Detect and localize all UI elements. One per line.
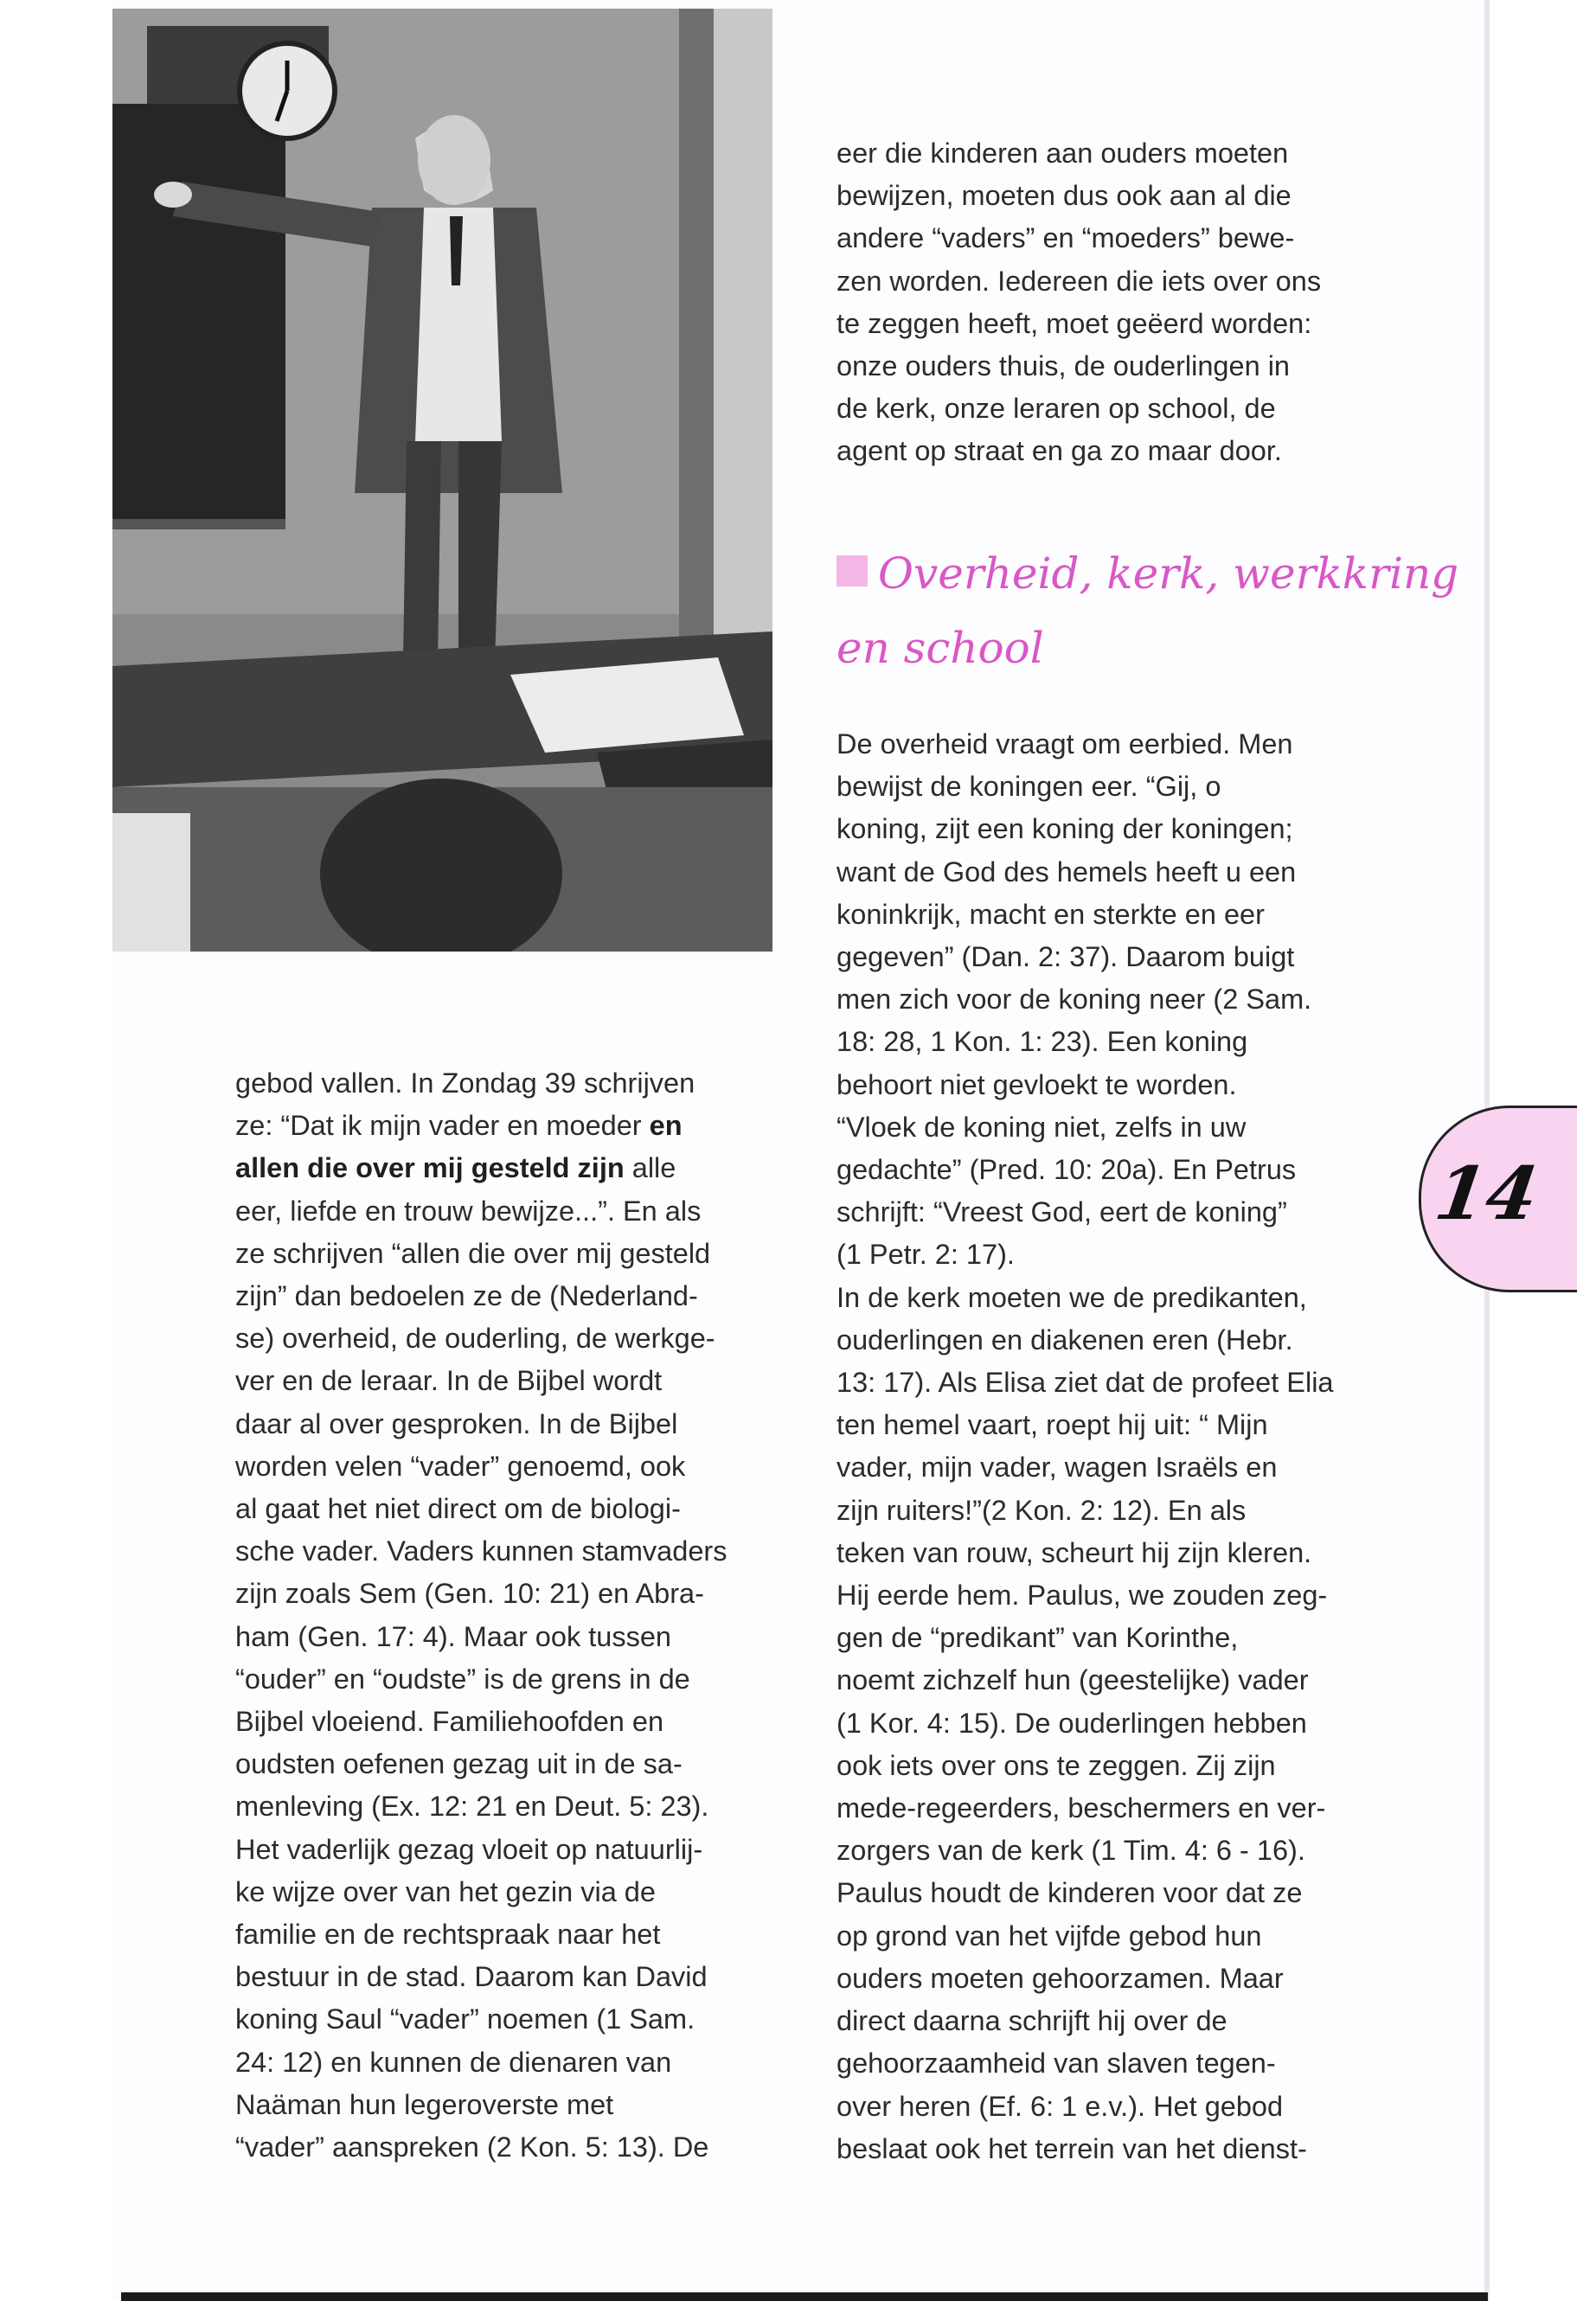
text-line: zijn” dan bedoelen ze de (Nederland- [235,1280,698,1312]
text-line: ten hemel vaart, roept hij uit: “ Mijn [836,1409,1268,1441]
text-line: gen de “predikant” van Korinthe, [836,1622,1239,1654]
text-line: Het vaderlijk gezag vloeit op natuurlij- [235,1833,703,1865]
classroom-photo [112,9,772,952]
text-line: se) overheid, de ouderling, de werkge- [235,1323,715,1355]
text-segment: ze: “Dat ik mijn vader en moeder [235,1110,650,1142]
text-line: 13: 17). Als Elisa ziet dat de profeet Elia [836,1367,1334,1399]
text-line: Bijbel vloeiend. Familiehoofden en [235,1706,664,1738]
text-line: De overheid vraagt om eerbied. Men [836,728,1293,760]
emphasis-text: en [649,1110,683,1142]
text-line: worden velen “vader” genoemd, ook [235,1450,686,1482]
text-line [235,1147,780,1189]
text-line: teken van rouw, scheurt hij zijn kleren. [836,1536,1312,1568]
text-line: behoort niet gevloekt te worden. [836,1068,1237,1100]
text-line: eer, liefde en trouw bewijze...”. En als [235,1195,702,1227]
text-line: beslaat ook het terrein van het dienst- [836,2132,1307,2164]
text-line: ouders moeten gehoorzamen. Maar [836,1962,1284,1994]
text-line: gebod vallen. In Zondag 39 schrijven [235,1067,695,1099]
text-line: sche vader. Vaders kunnen stamvaders [235,1535,727,1567]
text-line: gehoorzaamheid van slaven tegen- [836,2048,1276,2080]
text-line: zen worden. Iedereen die iets over ons [836,265,1322,297]
text-line: zorgers van de kerk (1 Tim. 4: 6 - 16). [836,1835,1305,1867]
text-line: 24: 12) en kunnen de dienaren van [235,2046,672,2078]
text-line: oudsten oefenen gezag uit in de sa- [235,1748,683,1780]
bottom-rule [121,2292,1488,2301]
text-segment: alle [624,1152,676,1184]
text-line: bewijst de koningen eer. “Gij, o [836,771,1221,803]
intro-text-column [836,132,1381,473]
text-line: Paulus houdt de kinderen voor dat ze [836,1877,1303,1909]
text-line: mede-regeerders, beschermers en ver- [836,1792,1326,1824]
text-line: onze ouders thuis, de ouderlingen in [836,350,1290,382]
text-line: ouderlingen en diakenen eren (Hebr. [836,1324,1293,1356]
text-line: men zich voor de koning neer (2 Sam. [836,984,1312,1016]
text-line: gedachte” (Pred. 10: 20a). En Petrus [836,1154,1297,1186]
section-heading [836,536,1459,685]
text-line: koninkrijk, macht en sterkte en eer [836,898,1265,930]
text-line: andere “vaders” en “moeders” bewe- [836,222,1295,254]
text-line: (1 Petr. 2: 17). [836,1239,1015,1271]
heading-marker-icon [836,555,868,586]
text-line: gegeven” (Dan. 2: 37). Daarom buigt [836,941,1295,973]
text-line: vader, mijn vader, wagen Israëls en [836,1452,1278,1484]
text-line: 18: 28, 1 Kon. 1: 23). Een koning [836,1026,1248,1058]
text-line: bewijzen, moeten dus ook aan al die [836,180,1292,212]
text-line: direct daarna schrijft hij over de [836,2005,1227,2037]
text-line: te zeggen heeft, moet geëerd worden: [836,307,1312,339]
text-line: daar al over gesproken. In de Bijbel [235,1407,678,1439]
heading-line-1: Overheid, kerk, werkkring [878,548,1459,599]
text-line: menleving (Ex. 12: 21 en Deut. 5: 23). [235,1791,709,1823]
text-line: al gaat het niet direct om de biologi- [235,1493,681,1525]
text-line: koning Saul “vader” noemen (1 Sam. [235,2003,695,2035]
text-line: ook iets over ons te zeggen. Zij zijn [836,1749,1276,1781]
text-line: over heren (Ef. 6: 1 e.v.). Het gebod [836,2090,1284,2122]
text-line [235,1105,780,1147]
text-line: op grond van het vijfde gebod hun [836,1920,1262,1952]
text-line: ver en de leraar. In de Bijbel wordt [235,1365,663,1397]
text-line: schrijft: “Vreest God, eert de koning” [836,1196,1287,1228]
text-line: “vader” aanspreken (2 Kon. 5: 13). De [235,2131,709,2163]
left-text-column [235,1062,780,2169]
text-line: ke wijze over van het gezin via de [235,1875,656,1907]
text-line: “ouder” en “oudste” is de grens in de [235,1663,690,1695]
text-line: ze schrijven “allen die over mij gesteld [235,1237,711,1269]
text-line: zijn ruiters!”(2 Kon. 2: 12). En als [836,1494,1247,1526]
text-line: noemt zichzelf hun (geestelijke) vader [836,1664,1309,1696]
text-line: eer die kinderen aan ouders moeten [836,138,1289,169]
text-line: bestuur in de stad. Daarom kan David [235,1961,708,1993]
text-line: (1 Kor. 4: 15). De ouderlingen hebben [836,1707,1307,1739]
right-text-column [836,723,1381,2170]
text-line: familie en de rechtspraak naar het [235,1919,661,1951]
text-line: koning, zijt een koning der koningen; [836,813,1293,845]
page-number: 14 [1430,1150,1543,1236]
text-line: want de God des hemels heeft u een [836,856,1297,888]
text-line: “Vloek de koning niet, zelfs in uw [836,1111,1247,1143]
text-line: Hij eerde hem. Paulus, we zouden zeg- [836,1580,1328,1612]
text-line: In de kerk moeten we de predikanten, [836,1281,1307,1313]
emphasis-text: allen die over mij gesteld zijn [235,1152,625,1184]
text-line: ham (Gen. 17: 4). Maar ook tussen [235,1620,671,1652]
text-line: zijn zoals Sem (Gen. 10: 21) en Abra- [235,1578,704,1610]
text-line: de kerk, onze leraren op school, de [836,393,1276,425]
text-line: agent op straat en ga zo maar door. [836,435,1282,467]
heading-line-2: en school [836,623,1044,673]
text-line: Naäman hun legeroverste met [235,2088,614,2120]
